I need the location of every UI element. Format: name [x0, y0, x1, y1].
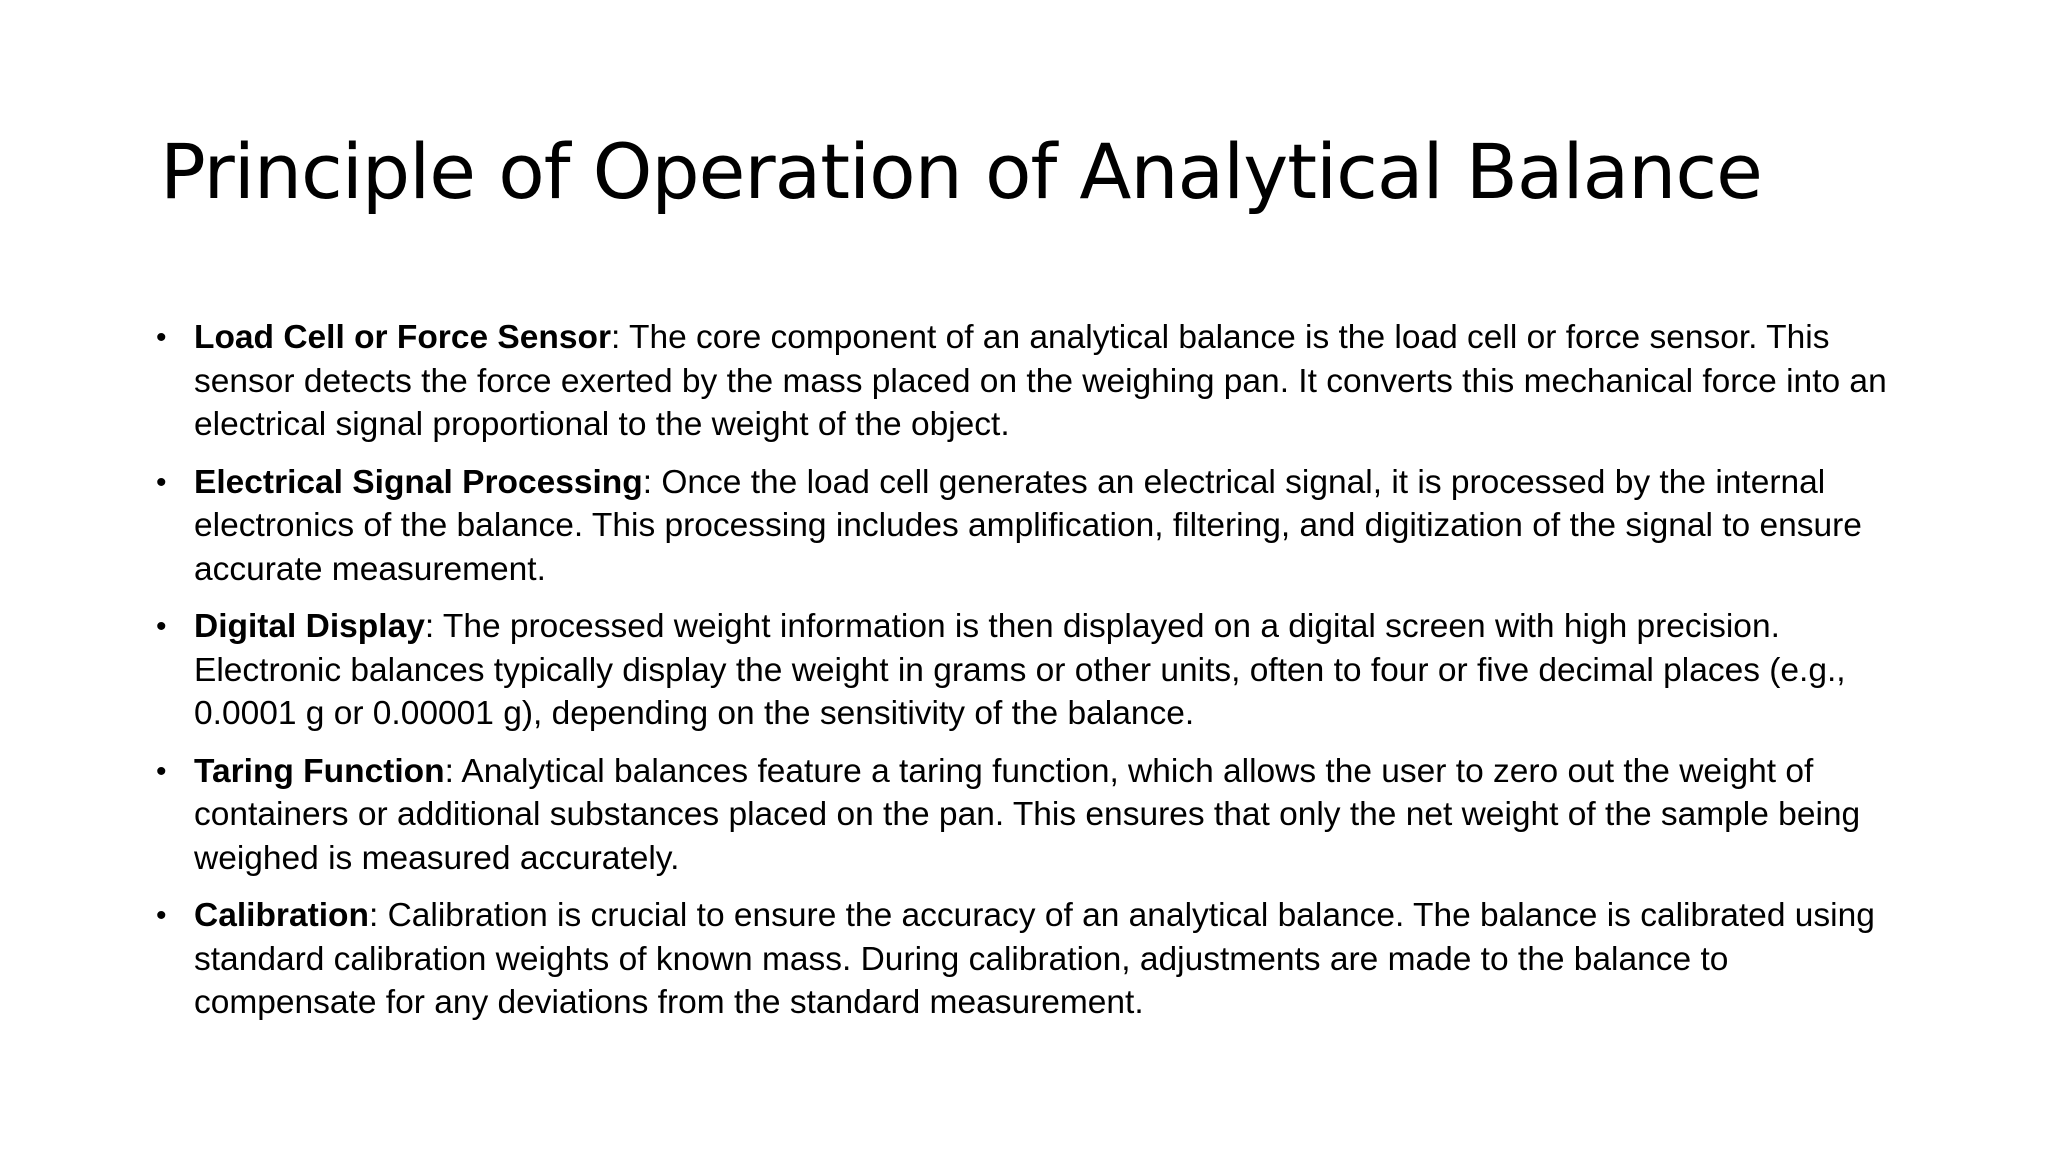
bullet-separator: : [368, 897, 379, 934]
bullet-term: Digital Display [194, 608, 425, 645]
bullet-term: Electrical Signal Processing [194, 463, 643, 501]
bullet-separator: : [642, 463, 653, 501]
bullet-separator: : [610, 319, 621, 356]
bullet-text: The core component of an analytical balance is the load cell or force sensor. This sensor detects the force exerted by the mass placed on the weighing pan. It converts this mechanical force into an electrical signal proportional to the weight of the object. [194, 319, 1887, 443]
bullet-text: Once the load cell generates an electrical signal, it is processed by the internal electronics of the balance. This processing includes amplification, filtering, and digitization of the signal to ensure accurate measurement. [194, 463, 1862, 588]
bullet-icon: • [156, 610, 167, 643]
bullet-item-digital-display [150, 605, 1920, 736]
bullet-icon: • [156, 754, 167, 788]
bullet-separator: : [424, 608, 435, 645]
bullet-item-signal-processing [150, 461, 1920, 592]
bullet-item-calibration [150, 894, 1920, 1025]
bullet-icon: • [156, 465, 167, 499]
bullet-term: Load Cell or Force Sensor [194, 319, 611, 356]
bullet-icon: • [156, 899, 167, 932]
bullet-list [150, 316, 1920, 1039]
bullet-term: Calibration [194, 897, 369, 934]
bullet-separator: : [444, 752, 454, 790]
bullet-term: Taring Function [194, 752, 445, 790]
bullet-text: Calibration is crucial to ensure the accuracy of an analytical balance. The balance is calibrated using standard calibration weights of known mass. During calibration, adjustments are made to the balance to compensate for any deviations from the standard measurement. [194, 897, 1875, 1021]
bullet-text: The processed weight information is then displayed on a digital screen with high precision. Electronic balances typically display the weight in grams or other units, often to four or five decimal places (e.g., 0.0001 g or 0.00001 g), depending on the sensitivity of the balance. [194, 608, 1846, 732]
bullet-icon: • [156, 321, 167, 354]
bullet-text: Analytical balances feature a taring function, which allows the user to zero out the weight of containers or additional substances placed on the pan. This ensures that only the net weight of the sample being weighed is measured accurately. [194, 752, 1861, 877]
slide-title: Principle of Operation of Analytical Balance [160, 127, 1762, 216]
bullet-item-taring-function [150, 750, 1920, 881]
bullet-item-load-cell [150, 316, 1920, 447]
